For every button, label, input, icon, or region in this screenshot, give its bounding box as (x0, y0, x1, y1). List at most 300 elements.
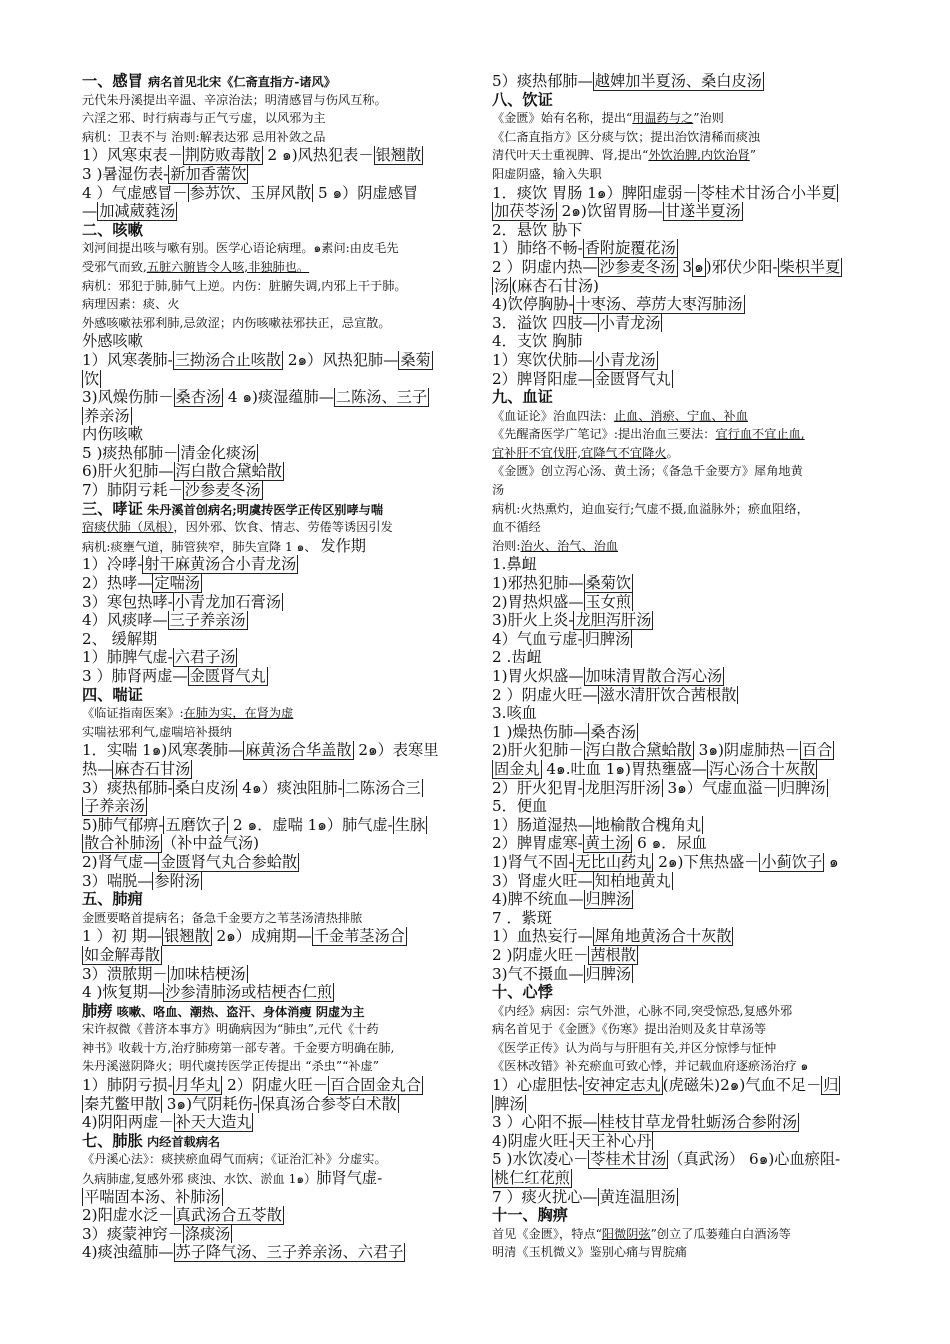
text-line (492, 1225, 878, 1244)
text-segment: 明清《玉机微义》鉴别心痛与胃脘痛 (492, 1245, 687, 1260)
text-segment: 5．便血 (492, 797, 548, 816)
formula-name: 归 (823, 1076, 839, 1095)
text-segment: 1）冷哮- (82, 555, 143, 574)
text-line (492, 946, 878, 965)
text-segment: 2๑）成痈期— (211, 927, 312, 946)
text-line (82, 1113, 470, 1132)
text-segment: 3๑)气阴耗伤- (161, 1094, 258, 1113)
text-line (492, 1188, 878, 1207)
text-segment: 神书》收载十方,治疗肺痨第一部专著。千金要方明确在肺, (82, 1040, 395, 1055)
formula-name: 玉女煎 (585, 592, 632, 611)
section-heading (82, 221, 470, 240)
text-segment: 2）热哮— (82, 574, 153, 593)
text-line (82, 574, 470, 593)
text-segment: 3.咳血 (492, 704, 537, 723)
text-line (82, 667, 470, 686)
text-line (82, 816, 470, 835)
formula-name: 三拗汤合止咳散 (174, 350, 282, 369)
underlined-text: 治火、治气、治血 (520, 538, 618, 553)
text-line (492, 1113, 878, 1132)
text-line (492, 1150, 878, 1169)
text-line (492, 1057, 878, 1076)
text-segment: 3）溃脓期－ (82, 964, 168, 983)
text-segment: 2 ๑．虚喘 1๑）肺气虚- (228, 815, 393, 834)
text-line (492, 704, 878, 723)
text-segment: 内伤咳嗽 (82, 425, 143, 444)
text-segment: 1）心虚胆怯- (492, 1076, 583, 1095)
formula-name: 养亲汤 (84, 406, 130, 425)
text-segment: 4）风痰哮— (82, 611, 168, 630)
text-line (82, 518, 470, 537)
underlined-text: 外饮治脾,内饮治肾 (648, 148, 750, 163)
text-line (492, 834, 878, 853)
formula-name: 五磨饮子 (165, 815, 227, 834)
text-line (82, 1095, 470, 1114)
underlined-text: 宜行血不宜止血, (715, 427, 805, 442)
formula-name: 越婢加半夏汤、桑白皮汤 (594, 72, 762, 90)
text-line (82, 1020, 470, 1039)
text-line (82, 239, 470, 258)
text-segment: 3๑）气虚血溢－ (662, 778, 778, 797)
text-segment: 《临证指南医案》: (82, 706, 184, 721)
text-segment: 七、肺胀 (82, 1131, 143, 1150)
text-segment: 《金匮》创立泻心汤、黄土汤；《备急千金要方》犀角地黄 (492, 464, 803, 479)
text-segment: 病机:火热熏灼，迫血妄行;气虚不摄,血溢脉外；瘀血阻络， (492, 501, 809, 516)
text-segment: 一、感冒 (82, 72, 143, 90)
text-line (492, 965, 878, 984)
text-segment: 1)邪热犯肺— (492, 574, 584, 593)
text-line (82, 1039, 470, 1058)
text-segment: 八、饮证 (492, 90, 553, 109)
text-segment: 3 (677, 257, 693, 276)
text-line (492, 165, 878, 184)
text-segment: 久病肺虚,复感外邪 痰浊、水饮、淤血 1๑） (82, 1172, 317, 1187)
text-line (492, 611, 878, 630)
formula-name: 保真汤合参苓白术散 (259, 1094, 397, 1113)
text-line (492, 574, 878, 593)
formula-name: 定喘汤 (154, 574, 200, 593)
text-segment: 1．实喘 1๑)风寒袭肺— (82, 741, 244, 760)
text-line (492, 630, 878, 649)
formula-name: 金匮肾气丸合参蛤散 (160, 852, 298, 871)
section-heading (82, 500, 470, 519)
formula-name: 百合 (801, 741, 833, 760)
text-line (82, 91, 470, 110)
text-segment: 1）风寒束表－ (82, 146, 183, 165)
text-segment: 5 )痰热郁肺－ (82, 443, 179, 462)
text-segment: 1．痰饮 胃肠 1๑）脾阳虚弱－ (492, 183, 698, 202)
text-segment: 咳嗽、咯血、潮热、盗汗、身体消瘦 阴虚为主 (112, 1004, 365, 1019)
text-line (82, 946, 470, 965)
text-segment: 1）肠道湿热— (492, 815, 593, 834)
text-line (492, 760, 878, 779)
formula-name: 滋水清肝饮合茜根散 (599, 685, 737, 704)
text-segment: 5 ๑）阴虚感冒 (313, 183, 419, 202)
text-line (492, 853, 878, 872)
section-heading (492, 388, 878, 407)
formula-name: 柴枳半夏 (779, 257, 841, 276)
text-line (82, 202, 470, 221)
text-segment: 3)风燥伤肺－ (82, 388, 174, 407)
formula-name: 小青龙汤 (599, 313, 661, 332)
text-segment: 6 ๑．尿血 (632, 834, 707, 853)
formula-name: 归脾汤 (585, 890, 632, 909)
text-line (82, 444, 470, 463)
text-segment: 7 ）痰火扰心— (492, 1187, 598, 1206)
text-line (82, 1206, 470, 1225)
formula-name: 泻白散合黛蛤散 (175, 462, 282, 481)
text-segment: 4๑ (237, 778, 262, 797)
text-segment: 外感咳嗽 (82, 332, 143, 351)
text-line (82, 351, 470, 370)
text-segment: 四、喘证 (82, 685, 143, 704)
text-line (492, 723, 878, 742)
text-segment: 外感咳嗽祛邪利肺,忌敛涩；内伤咳嗽祛邪扶正，忌宣散。 (82, 315, 391, 330)
formula-name: 沙参清肺汤或桔梗杏仁煎 (165, 983, 333, 1002)
formula-name: 桑菊 (400, 350, 431, 369)
text-segment: 实喘祛邪利气,虚喘培补摄纳 (82, 724, 233, 739)
text-segment: 3๑)阴虚肺热－ (693, 741, 800, 760)
formula-name: 六君子汤 (174, 648, 236, 667)
text-segment: 1 )燥热伤肺— (492, 722, 589, 741)
text-line (82, 1076, 470, 1095)
text-segment: 2)胃热炽盛— (492, 592, 584, 611)
text-line (82, 146, 470, 165)
text-segment: 《先醒斋医学广笔记》:提出治血三要法： (492, 427, 716, 442)
text-line (82, 704, 470, 723)
formula-name: 龙胆泻肝汤 (575, 611, 652, 630)
formula-name: 麻黄汤合华盖散 (245, 741, 352, 760)
text-line (492, 239, 878, 258)
section-heading (492, 983, 878, 1002)
text-segment: 《金匮》始有名称，提出“ (492, 111, 633, 126)
text-line (82, 165, 470, 184)
formula-name: 十枣汤、葶苈大枣泻肺汤 (575, 295, 743, 314)
underlined-text: 宜补肝不宜伐肝,宜降气不宜降火 (492, 445, 667, 460)
text-segment: 受邪气而致, (82, 259, 147, 274)
text-line (82, 834, 470, 853)
text-line (82, 295, 470, 314)
text-line (82, 1057, 470, 1076)
text-segment: 1)肾气不固- (492, 852, 574, 871)
text-line (82, 983, 470, 1002)
text-line (82, 611, 470, 630)
text-segment: 阳虚阴盛，输入失职 (492, 166, 602, 181)
text-segment: 4．支饮 胸肺 (492, 332, 583, 351)
formula-name: 二陈汤、三子 (335, 388, 428, 407)
underlined-text: 在肺为实，在肾为虚 (183, 706, 294, 721)
formula-name: 苓桂术甘汤合小半夏 (699, 183, 837, 202)
text-segment: （真武汤） 6๑)心血瘀阻- (668, 1150, 841, 1169)
text-segment: 3）痰蒙神窍－ (82, 1224, 183, 1243)
text-line (82, 872, 470, 891)
text-segment: (麻杏石甘汤) (511, 276, 599, 295)
text-segment: 病机：邪犯于肺,肺气上逆。内伤：脏腑失调,内邪上干于肺。 (82, 278, 407, 293)
text-segment: 4 )恢复期— (82, 983, 164, 1002)
text-line (492, 277, 878, 296)
text-segment: 二、咳嗽 (82, 220, 143, 239)
text-line (492, 1039, 878, 1058)
text-line (82, 723, 470, 742)
text-line (492, 444, 878, 463)
text-segment: ”创立了瓜蒌薤白白酒汤等 (650, 1226, 791, 1241)
text-segment: 朱丹溪滋阴降火；明代虞抟医学正传提出 “杀虫”“补虚” (82, 1059, 379, 1074)
text-segment: 2、 缓解期 (82, 629, 158, 648)
section-heading (82, 686, 470, 705)
text-line (82, 109, 470, 128)
formula-name: 小蓟饮子 (761, 852, 823, 871)
text-line (82, 1169, 470, 1188)
text-line (82, 332, 470, 351)
text-segment: 3）喘脱— (82, 871, 153, 890)
right-column (492, 72, 878, 1262)
formula-name: 平喘固本汤、补肺汤 (84, 1187, 221, 1206)
text-segment: 元代朱丹溪提出辛温、辛凉治法；明清感冒与伤风互称。 (82, 92, 387, 107)
formula-name: 子养亲汤 (84, 797, 145, 816)
section-heading (82, 1132, 470, 1151)
text-line (492, 72, 878, 91)
underlined-text: 用温药与之 (632, 111, 694, 126)
formula-name: 犀角地黄汤合十灰散 (594, 927, 732, 946)
text-line (492, 1020, 878, 1039)
text-segment: 5 )水饮凌心－ (492, 1150, 589, 1169)
text-line (492, 741, 878, 760)
formula-name: 金匮肾气丸 (189, 667, 266, 685)
text-segment: — (82, 202, 98, 221)
text-line (82, 797, 470, 816)
text-line (82, 779, 470, 798)
text-segment: 病名首见于《金匮》《伤寒》提出治则及炙甘草汤等 (492, 1022, 767, 1037)
text-line (82, 184, 470, 203)
text-segment: 2．悬饮 胁下 (492, 220, 583, 239)
formula-name: 千金苇茎汤合 (313, 927, 405, 946)
text-segment: 4๑.吐血 1๑)胃热壅盛— (541, 759, 707, 778)
formula-name: 秦艽鳖甲散 (84, 1094, 160, 1113)
text-line (492, 295, 878, 314)
text-line (492, 555, 878, 574)
text-line (82, 593, 470, 612)
formula-name: 加茯苓汤 (494, 202, 555, 221)
text-line (82, 370, 470, 389)
text-line (82, 277, 470, 296)
formula-name: 香附旋覆花汤 (584, 239, 676, 258)
formula-name: 清金化痰汤 (180, 443, 257, 462)
text-segment: 1）风寒袭肺- (82, 350, 173, 369)
text-line (492, 890, 878, 909)
formula-name: 参附汤 (154, 871, 200, 890)
formula-name: 二陈汤合三 (344, 778, 421, 797)
formula-name: 脾汤 (494, 1094, 525, 1113)
text-segment: 1)胃火炽盛— (492, 667, 584, 685)
underlined-text: 止血、消瘀、宁血、补血 (613, 408, 748, 423)
text-line (82, 741, 470, 760)
text-segment: 血不循经 (492, 520, 541, 535)
text-segment: 1）肺阴亏损- (82, 1076, 173, 1095)
formula-name: 麻杏石甘汤 (114, 759, 191, 778)
text-line (492, 128, 878, 147)
text-segment: 宋许叔微《普济本事方》明确病因为“肺虫”,元代《十药 (82, 1022, 379, 1037)
text-line (82, 425, 470, 444)
text-segment: 病机:痰壅气道，肺管狭窄，肺失宣降 1 ๑、 (82, 539, 321, 554)
formula-name: 真武汤合五苓散 (175, 1206, 282, 1225)
text-line (82, 388, 470, 407)
formula-name: 泻白散合黛蛤散 (585, 741, 692, 760)
text-segment: 朱丹溪首创病名;明虞抟医学正传区别哮与喘 (142, 502, 384, 517)
text-segment: 5)肺气郁痹- (82, 815, 164, 834)
text-segment: 2）脾肾阳虚— (492, 369, 593, 388)
text-segment: 《内经》病因：宗气外泄，心脉不同,突受惊恐,复感外邪 (492, 1003, 793, 1018)
text-segment: 4)痰浊蕴肺— (82, 1243, 174, 1262)
text-segment: 《血证论》治血四法： (492, 408, 614, 423)
text-segment: 3）痰热郁肺- (82, 778, 173, 797)
text-line (82, 1188, 470, 1207)
text-line (492, 1243, 878, 1262)
formula-name: 参苏饮、玉屏风散 (189, 183, 312, 202)
text-segment: 3 ）心阳不振— (492, 1113, 598, 1132)
text-line (492, 909, 878, 928)
formula-name: 散合补肺汤 (84, 834, 160, 853)
text-line (82, 537, 470, 556)
text-segment: 1）寒饮伏肺— (492, 350, 593, 369)
formula-name: 桂枝甘草龙骨牡蛎汤合参附汤 (599, 1113, 798, 1132)
formula-name: 金匮肾气丸 (594, 369, 671, 388)
text-line (82, 853, 470, 872)
text-segment: 2 ）阴虚内热— (492, 257, 598, 276)
text-segment: (虎磁朱)2๑)气血不足－ (662, 1076, 822, 1095)
text-segment: 1）血热妄行— (492, 927, 593, 946)
text-segment: )邪伏少阳- (705, 257, 778, 276)
text-segment: 2 .齿衄 (492, 648, 542, 667)
text-line (492, 1132, 878, 1151)
formula-name: 归脾汤 (585, 964, 632, 983)
text-line (82, 927, 470, 946)
formula-name: 沙参麦冬汤 (184, 481, 261, 500)
text-segment: 2)肾气虚— (82, 852, 159, 871)
formula-name: 桑杏汤 (175, 388, 222, 407)
text-line (492, 686, 878, 705)
text-segment: 五、肺痈 (82, 890, 143, 909)
formula-name: 天王补心丹 (575, 1131, 652, 1150)
text-line (82, 555, 470, 574)
text-segment: 4)阴阳两虚－ (82, 1113, 174, 1132)
text-line (492, 314, 878, 333)
text-line (82, 481, 470, 500)
text-segment: 3．溢饮 四肢— (492, 313, 598, 332)
text-line (492, 927, 878, 946)
underlined-text: 宿痰伏肺（凤根） (82, 520, 174, 535)
formula-name: 加味桔梗汤 (169, 964, 246, 983)
formula-name: 苏子降气汤、三子养亲汤、六君子 (175, 1243, 404, 1262)
formula-name: 黄连温胆汤 (599, 1187, 676, 1206)
text-segment: 2๑)饮留胃肠— (556, 202, 663, 221)
section-heading (82, 72, 470, 91)
formula-name: 地榆散合槐角丸 (594, 815, 702, 834)
text-segment: 2๑)下焦热盛－ (653, 852, 760, 871)
text-segment: ）痰浊阻肺- (261, 778, 343, 797)
text-line (492, 779, 878, 798)
text-segment: ๑ (824, 852, 839, 871)
text-segment: （补中益气汤) (161, 834, 259, 853)
formula-name: 月华丸 (174, 1076, 221, 1095)
text-line (492, 667, 878, 686)
text-line (492, 481, 878, 500)
formula-name: 小青龙加石膏汤 (174, 592, 282, 611)
text-line (492, 1095, 878, 1114)
text-segment: 1）肺络不畅- (492, 239, 583, 258)
formula-name: 桃仁红花煎 (494, 1169, 570, 1188)
text-line (492, 1076, 878, 1095)
text-segment: 清代叶天士重视脾、肾,提出“ (492, 148, 649, 163)
formula-name: 汤 (494, 276, 510, 295)
text-segment: 4 ）气虚感冒－ (82, 183, 188, 202)
text-segment: 4)饮停胸胁- (492, 295, 574, 314)
formula-name: 甘遂半夏汤 (664, 202, 741, 221)
formula-name: 桑杏汤 (590, 722, 636, 741)
text-segment: 《医学正传》认为尚与与肝胆有关,并区分惊悸与怔忡 (492, 1040, 777, 1055)
text-segment: 2)阳虚水泛－ (82, 1206, 174, 1225)
text-segment: 3)气不摄血— (492, 964, 584, 983)
text-segment: 病理因素：痰、火 (82, 297, 180, 312)
text-segment: 2 )阴虚火旺－ (492, 945, 589, 964)
formula-name: 归脾汤 (584, 629, 631, 648)
text-segment: 十、心悸 (492, 983, 553, 1002)
formula-name: 如金解毒散 (84, 945, 160, 964)
text-segment: 3 ）肺肾两虚— (82, 667, 188, 685)
text-segment: 4）气血亏虚- (492, 629, 583, 648)
text-segment: ”治则 (693, 111, 724, 126)
section-heading (82, 890, 470, 909)
text-segment: 2๑）风热犯肺— (283, 350, 399, 369)
text-segment: 病名首见北宋《仁斋直指方-诸风》 (148, 75, 336, 89)
text-line (492, 872, 878, 891)
text-segment: 2 ）阴虚火旺— (492, 685, 598, 704)
text-segment: 《丹溪心法》：痰挟瘀血碍气而病；《证治汇补》分虚实。 (82, 1152, 387, 1167)
section-heading (492, 1206, 878, 1225)
text-line (492, 184, 878, 203)
text-line (492, 593, 878, 612)
text-segment: 热— (82, 759, 113, 778)
text-segment: 肺肾气虚- (316, 1169, 383, 1188)
text-segment: 病机：卫表不与 治则:解表达邪 忌用补敛之品 (82, 129, 326, 144)
text-segment: ” (749, 148, 756, 163)
text-line (492, 816, 878, 835)
text-segment: 刘河间提出咳与嗽有别。医学心语论病理。๑素问:由皮毛先 (82, 241, 399, 256)
text-line (82, 1243, 470, 1262)
formula-name: 安神定志丸 (584, 1076, 661, 1095)
text-line (82, 1150, 470, 1169)
text-segment: 1 ）初 期— (82, 927, 163, 946)
text-line (492, 332, 878, 351)
text-line (492, 370, 878, 389)
formula-name: 百合固金丸合 (329, 1076, 422, 1095)
formula-name: 知柏地黄丸 (594, 871, 671, 890)
text-segment: 5）痰热郁肺— (492, 72, 593, 90)
text-line (492, 500, 878, 519)
text-line (82, 909, 470, 928)
text-line (492, 258, 878, 277)
text-segment: 3）肾虚火旺— (492, 871, 593, 890)
text-segment: 1.鼻衄 (492, 555, 537, 574)
formula-name: 桑白皮汤 (174, 778, 236, 797)
formula-name: 加减葳蕤汤 (99, 202, 176, 221)
formula-name: 沙参麦冬汤 (599, 257, 676, 276)
text-segment: 3 )暑湿伤表- (82, 164, 169, 183)
formula-name: 苓桂术甘汤 (590, 1150, 667, 1169)
text-line (492, 1002, 878, 1021)
text-segment: 2 ๑)风热犯表－ (262, 146, 374, 165)
formula-name: 固金丸 (494, 759, 540, 778)
text-segment: ，因外邪、饮食、情志、劳倦等诱因引发 (173, 520, 393, 535)
